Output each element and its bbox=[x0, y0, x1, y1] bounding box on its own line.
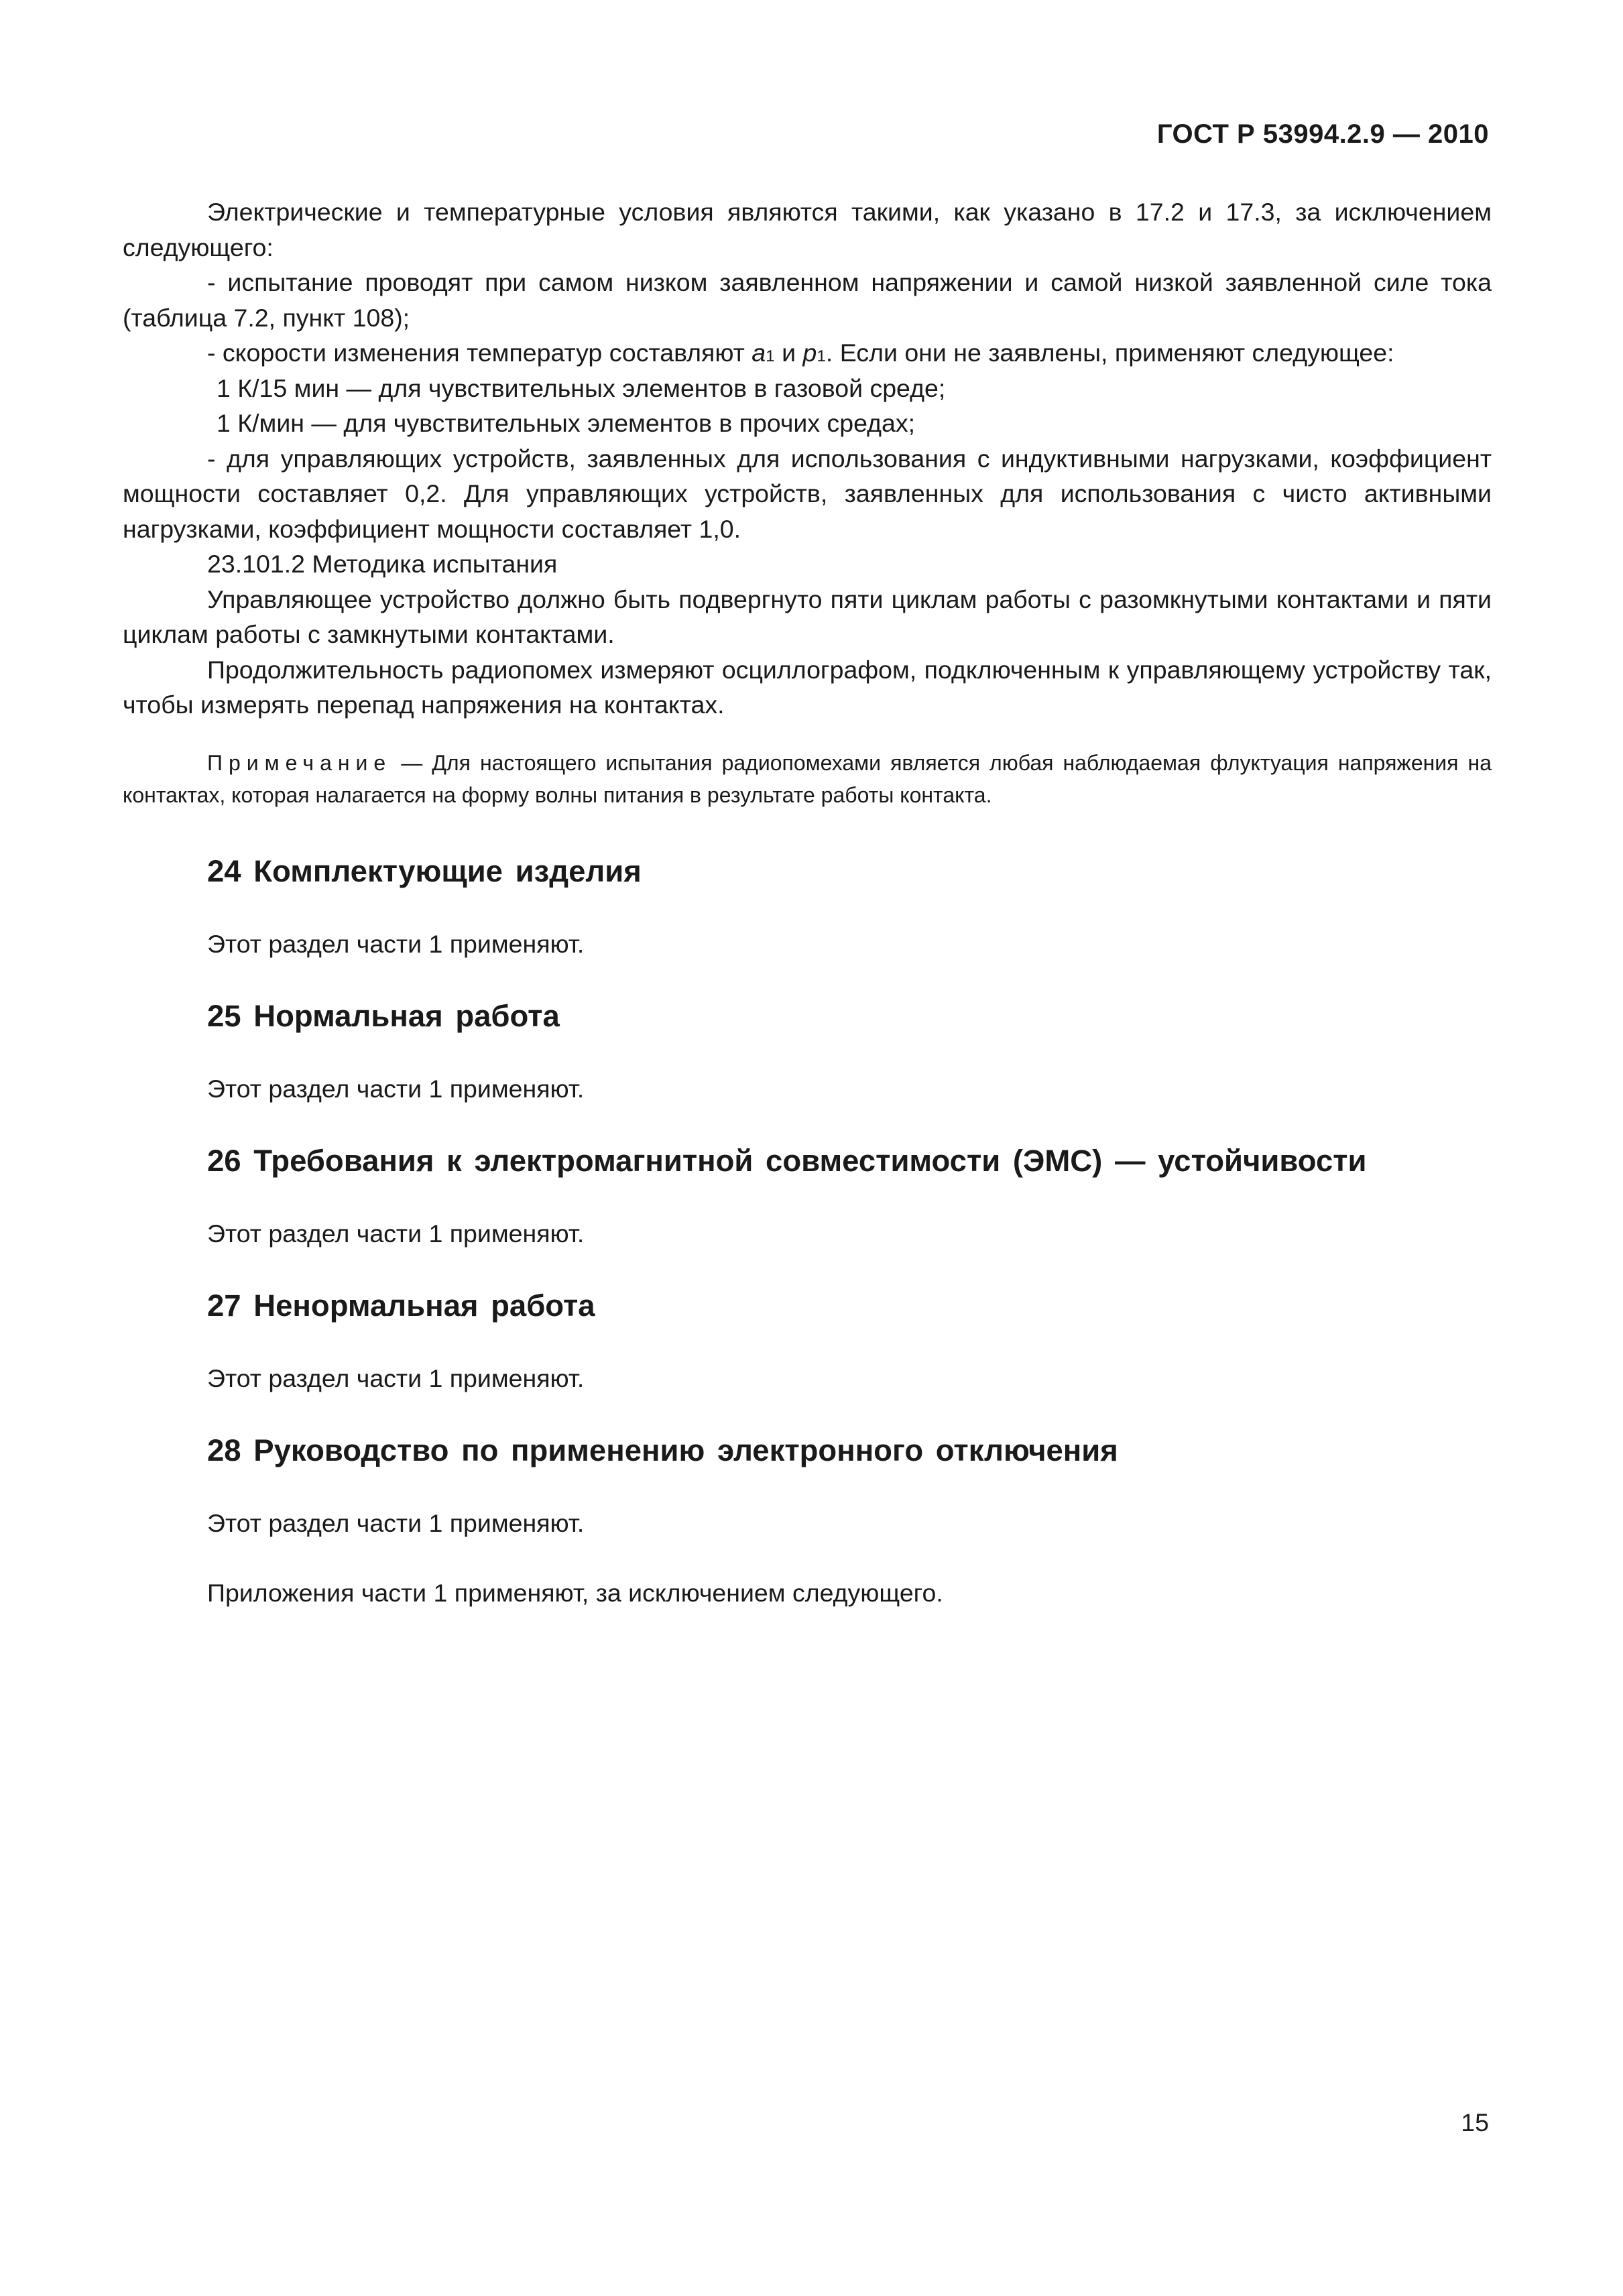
section-body-28: Этот раздел части 1 применяют. bbox=[207, 1508, 585, 1537]
section-title-27: 27 Ненормальная работа bbox=[207, 1288, 595, 1323]
closing-paragraph: Приложения части 1 применяют, за исключением следующего. bbox=[207, 1578, 943, 1607]
page-number: 15 bbox=[1461, 2108, 1489, 2136]
paragraph-conditions: Электрические и температурные условия являются такими, как указано в 17.2 и 17.3, за исключением следующего: bbox=[123, 198, 1492, 261]
section-body-27: Этот раздел части 1 применяют. bbox=[207, 1364, 585, 1392]
paragraph-power-factor: - для управляющих устройств, заявленных для использования с индуктивными нагрузками, коэффициент мощности составляет 0,2. Для управляющих устройств, заявленных для использования с чисто активными нагрузками, коэффициент мощности составляет 1,0. bbox=[123, 444, 1492, 543]
conjunction: и bbox=[782, 339, 796, 367]
page-content bbox=[123, 194, 1492, 1610]
section-title-25: 25 Нормальная работа bbox=[207, 998, 560, 1033]
section-title-28: 28 Руководство по применению электронного отключения bbox=[207, 1433, 1118, 1467]
section-body-25: Этот раздел части 1 применяют. bbox=[207, 1074, 585, 1103]
note-label: Примечание bbox=[207, 750, 392, 775]
paragraph-oscilloscope: Продолжительность радиопомех измеряют осциллографом, подключенным к управляющему устройству так, чтобы измерять перепад напряжения на контактах. bbox=[123, 655, 1492, 719]
document-code-header: ГОСТ Р 53994.2.9 — 2010 bbox=[1156, 119, 1489, 149]
section-body-26: Этот раздел части 1 применяют. bbox=[207, 1219, 585, 1248]
temperature-rates-text: - скорости изменения температур составляют bbox=[207, 339, 745, 367]
subscript-a: 1 bbox=[766, 347, 775, 365]
section-title-26: 26 Требования к электромагнитной совместимости (ЭМС) — устойчивости bbox=[207, 1143, 1367, 1178]
section-body-24: Этот раздел части 1 применяют. bbox=[207, 929, 585, 958]
paragraph-rate-other: 1 К/мин — для чувствительных элементов в прочих средах; bbox=[217, 409, 916, 437]
paragraph-rate-gas: 1 К/15 мин — для чувствительных элементов в газовой среде; bbox=[217, 373, 946, 402]
paragraph-test-method-heading: 23.101.2 Методика испытания bbox=[207, 550, 558, 578]
note-paragraph bbox=[123, 747, 1492, 811]
variable-a: a bbox=[752, 339, 766, 367]
subscript-p: 1 bbox=[817, 347, 826, 365]
paragraph-temperature-rates bbox=[123, 335, 1492, 371]
temperature-rates-tail: . Если они не заявлены, применяют следующее: bbox=[825, 339, 1394, 367]
paragraph-cycles: Управляющее устройство должно быть подвергнуто пяти циклам работы с разомкнутыми контактами и пяти циклам работы с замкнутыми контактами. bbox=[123, 585, 1492, 648]
variable-p: p bbox=[802, 339, 817, 367]
section-title-24: 24 Комплектующие изделия bbox=[207, 853, 642, 888]
note-text: — Для настоящего испытания радиопомехами является любая наблюдаемая флуктуация напряжения на контактах, которая налагается на форму волны питания в результате работы контакта. bbox=[123, 750, 1492, 807]
paragraph-lowest-voltage: - испытание проводят при самом низком заявленном напряжении и самой низкой заявленной силе тока (таблица 7.2, пункт 108); bbox=[123, 268, 1492, 332]
